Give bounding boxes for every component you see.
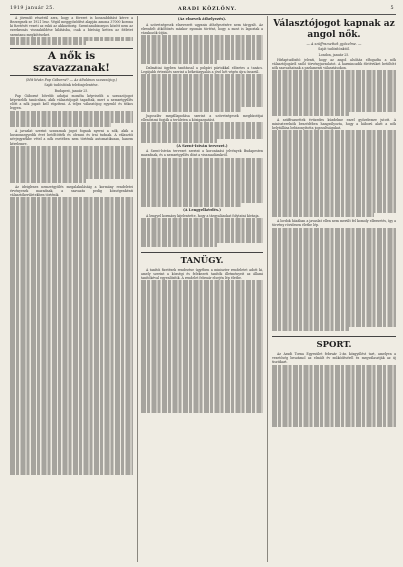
text-line [141,409,263,413]
text-line [141,243,217,247]
article-paragraph: Jugoszláv megállapodása szerint a szövetségesek megbízottjai ellenőrizni fogják a területen a közigazgatást. [141,113,263,122]
text-line [10,471,133,475]
section-head-szent-istvan: (A Szent-István tervezet.) [176,143,228,148]
text-line [141,203,241,207]
article-paragraph: A lordok házában a javaslat ellen nem merült fel komoly ellenvetés, így a törvény rövidesen életbe lép. [272,219,396,228]
article-paragraph: Dalmátiai ügyben tanítással a polgári pártokkal előzetes a tanács. Legújabb értesülés szerint a béketárgyalás a jövő hét végén újra összeül. [141,66,263,75]
headline-nok: A nők is szavazzanak! [10,48,133,76]
article-paragraph: A szövetségesek elnevezett ugyanis áthelyezésére nem tárgyalt. Az elrendelt átköltözés máskor nyomán történt, hogy a most is lapoztak a várakozók útján. [141,22,263,35]
column-divider [137,16,138,562]
column-divider [267,16,268,562]
headline-valasztojog-subtitle: — A szüffrazsettek győzelme. — [306,42,362,46]
article-paragraph: Hírlaptudósító jelenti, hogy az angol alsóház elfogadta a nők választójogáról szóló törvényjavaslatot. A harmincadik életévüket betöltött nők szavazhatnak a parlamenti választásokon. [272,57,396,71]
article-paragraph: Az ideiglenes nemzetgyűlés megalakulásáig a kormány rendeletei érvényesek maradnak, a szavazás pedig községenkénti választókerületekben történik. [10,184,133,198]
text-line [141,60,217,64]
section-head-lengyel: (A Lengyelkérdés.) [183,208,221,213]
column-2 [141,16,263,562]
headline-tanugy: TANÜGY. [141,252,263,266]
article-paragraph: Pap Gáborné bővebb adatjai mondta képviselői a szavazójogot képviselők tanácsban, akik választójogát tagadtak, mert a nemzetgyűlés előtt a nők jogait kell rögzíteni. A teljes választójog egyenlő és titkos legyen. [10,93,133,111]
article-paragraph: A javaslat szerint szavaznak jogot fognak nyerni a nők, akik a huszonnegyedik évet betöltötték és olvasni és írni tudnak. A választói névjegyzékbe vétel a nők esetében nem történik automatikusan, hanem kérelemre. [10,129,133,146]
article-credit: Saját tudósítónktól. [318,47,350,52]
page-number: 5 [390,6,394,11]
text-line [10,179,86,183]
text-line [141,107,241,111]
article-dateline: Budapest, január 25. [54,88,89,93]
text-line [272,213,374,217]
article-paragraph: A tanítói fizetések rendezése ügyében a miniszter rendeletet adott ki, amely szerint a községi és felekezeti tanítók illetményeit az állami tanítókéval egyenlősítik. A rendelet február elsején lép életbe. [141,267,263,281]
text-line [272,112,349,116]
article-dateline: London, január 25. [318,52,350,57]
text-line [10,41,86,45]
article-credit: Saját tudósítónk telefonjelentése. [44,83,99,88]
header-date: 1919 január 25. [10,6,55,11]
newspaper-name: ARADI KÖZLÖNY. [178,6,237,12]
headline-sport: SPORT. [272,336,396,350]
section-head-elnevek: (Az elnevek áthelyezés). [177,17,227,21]
page-header [10,5,396,15]
headline-nok-subtitle: (Mit kíván Pap Gáborné? — Az általános szavazójog.) [25,78,118,83]
article-paragraph: Az Aradi Torna Egyesület február 2-án közgyűlést tart, amelyen a vezetőség beszámol az elmúlt év működéséről és megválasztják az új tisztikart. [272,352,396,365]
headline-valasztojog: Választójogot kapnak az angol nők. [273,19,395,40]
article-columns [10,16,396,562]
article-paragraph: A lengyel kormány kijelentette, hogy a tárgyalásokat folytatni kívánja. [146,213,260,218]
text-line [272,327,349,331]
article-paragraph: A Szent-István tervezet szerint a koronázási jelvények Budapesten maradnak, és a nemzetgyűlés dönt a visszaadásukról. [141,149,263,158]
text-line [141,139,217,143]
column-3 [272,16,396,562]
article-paragraph: A szüffrazsettek évtizedes küzdelme ezzel győzelemre jutott. A miniszterelnök beszédében hangsúlyozta, hogy a háború alatt a nők helytállása bebizonyította jogosultságukat. [272,117,396,131]
text-line [10,123,111,127]
article-paragraph: A jövendő részérül arra, hogy a föveret is hosszabbítást kérve a Bezzegnek se 1921 lesz. Végül meggyőződést alapján amona 37000 korona ki fizetését vezeti az eskü az akkuzitorig. Szemtanubizonyos között nem az ezerkronás visszaküldése kilátásba, csak a bíróság ketten az ítéletet szemtanu megkötéseket. [10,16,133,37]
column-1 [10,16,133,562]
text-line [272,423,396,427]
